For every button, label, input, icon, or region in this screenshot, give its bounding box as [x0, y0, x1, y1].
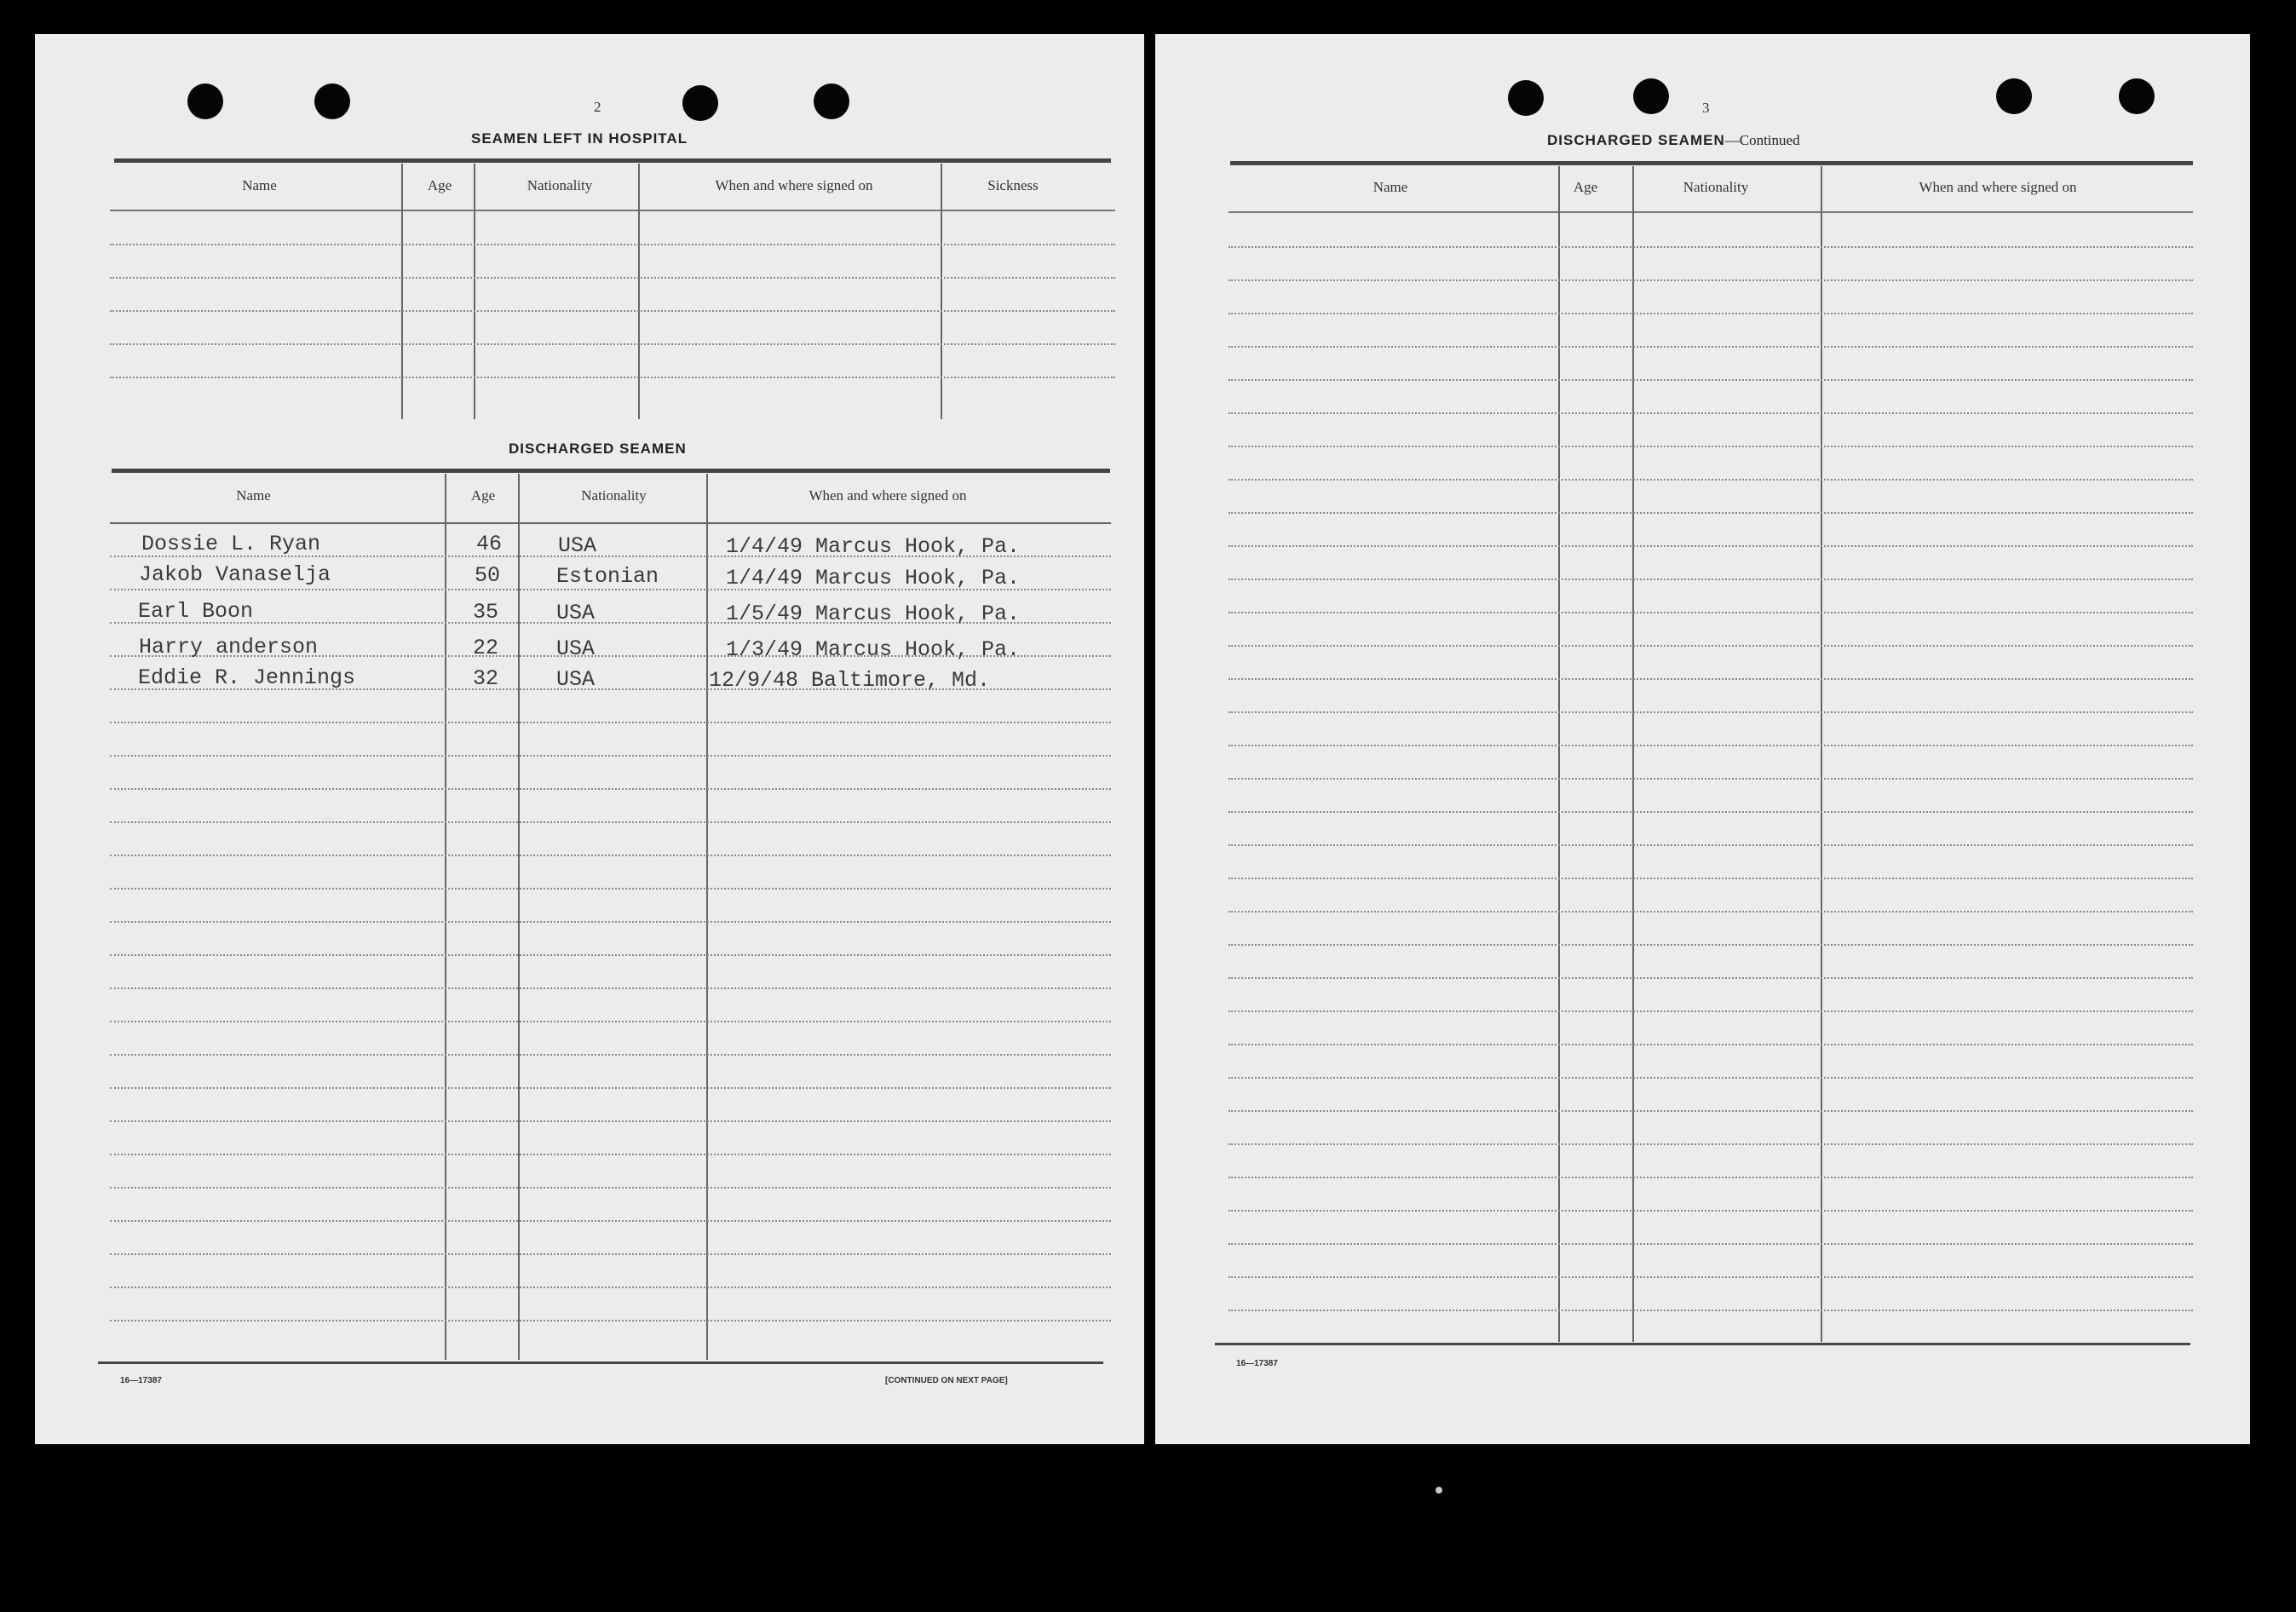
ruled-line [1229, 811, 2193, 813]
ruled-line [1229, 1310, 2193, 1311]
col-header-nationality: Nationality [581, 487, 647, 504]
col-header-age: Age [470, 487, 496, 504]
seaman-signed-on: 1/4/49 Marcus Hook, Pa. [726, 566, 1021, 590]
page-number: 3 [1702, 100, 1710, 116]
col-header-signed-on: When and where signed on [808, 487, 967, 504]
ruled-line [1229, 1243, 2193, 1245]
header-bottom-rule [110, 210, 1115, 211]
ruled-line [110, 755, 1111, 757]
seaman-nationality: USA [556, 667, 596, 692]
punch-hole [2119, 78, 2155, 114]
ruled-line [1229, 977, 2193, 979]
ruled-line [1229, 446, 2193, 447]
ruled-line [110, 1054, 1111, 1056]
column-divider [474, 164, 475, 419]
header-rule [114, 158, 1111, 163]
seaman-name: Jakob Vanaselja [139, 562, 331, 587]
seaman-age: 50 [475, 563, 501, 588]
col-header-name: Name [236, 487, 271, 504]
col-header-nationality: Nationality [527, 177, 593, 193]
ruled-line [110, 788, 1111, 790]
col-header-sickness: Sickness [987, 177, 1039, 193]
punch-hole [314, 83, 350, 119]
punch-hole [682, 85, 718, 121]
ruled-line [110, 921, 1111, 923]
ruled-line [110, 954, 1111, 956]
column-divider [1821, 166, 1822, 1342]
continued-section-title [1547, 132, 1800, 149]
column-divider [1558, 166, 1560, 1342]
scan-speck [1436, 1487, 1442, 1494]
ruled-line [110, 1087, 1111, 1089]
ruled-line [110, 1253, 1111, 1255]
col-header-name: Name [242, 177, 277, 193]
ruled-line [110, 987, 1111, 989]
seaman-signed-on: 1/3/49 Marcus Hook, Pa. [726, 637, 1021, 662]
col-header-nationality: Nationality [1683, 179, 1749, 195]
col-header-signed-on: When and where signed on [1919, 179, 2077, 195]
seaman-name: Earl Boon [138, 599, 254, 624]
seaman-signed-on: 1/4/49 Marcus Hook, Pa. [726, 534, 1021, 559]
column-divider [401, 164, 403, 419]
seaman-name: Harry anderson [139, 635, 319, 659]
ruled-line [1229, 512, 2193, 514]
ruled-line [110, 244, 1115, 245]
form-number: 16—17387 [1236, 1359, 1278, 1368]
ruled-line [110, 1287, 1111, 1288]
header-rule [1230, 161, 2193, 165]
ruled-line [110, 888, 1111, 889]
ruled-line [110, 1120, 1111, 1122]
ruled-line [110, 377, 1115, 378]
ruled-line [1229, 545, 2193, 547]
col-header-age: Age [1573, 179, 1598, 195]
ruled-line [110, 1320, 1111, 1321]
seaman-nationality: USA [556, 636, 596, 661]
column-divider [941, 164, 942, 419]
ruled-line [110, 310, 1115, 312]
ruled-line [110, 1021, 1111, 1022]
continued-note: [CONTINUED ON NEXT PAGE] [885, 1376, 1008, 1385]
header-rule [112, 469, 1110, 473]
ruled-line [1229, 612, 2193, 613]
ruled-line [1229, 1110, 2193, 1112]
ruled-line [1229, 1010, 2193, 1012]
ruled-line [1229, 878, 2193, 879]
seaman-age: 46 [476, 532, 503, 556]
column-divider [445, 474, 446, 1360]
ruled-line [1229, 579, 2193, 580]
ruled-line [1229, 379, 2193, 381]
punch-hole [187, 83, 223, 119]
seaman-age: 22 [473, 636, 499, 660]
col-header-name: Name [1372, 179, 1408, 195]
ruled-line [1229, 745, 2193, 746]
header-bottom-rule [1229, 211, 2193, 213]
ruled-line [1229, 678, 2193, 680]
column-divider [706, 474, 708, 1360]
ruled-line [1229, 844, 2193, 846]
ruled-line [1229, 944, 2193, 946]
hospital-section-title: SEAMEN LEFT IN HOSPITAL [471, 130, 688, 147]
ruled-line [110, 1154, 1111, 1155]
seaman-age: 35 [473, 600, 499, 625]
column-divider [638, 164, 640, 419]
seaman-signed-on: 1/5/49 Marcus Hook, Pa. [726, 602, 1021, 626]
seaman-age: 32 [473, 666, 499, 691]
ruled-line [1229, 346, 2193, 348]
ruled-line [110, 1220, 1111, 1222]
ruled-line [1229, 1044, 2193, 1045]
ruled-line [1229, 645, 2193, 647]
ruled-line [110, 277, 1115, 279]
punch-hole [1633, 78, 1669, 114]
section-title-main: DISCHARGED SEAMEN [1547, 132, 1725, 148]
section-title-continued: —Continued [1724, 132, 1800, 148]
footer-rule [98, 1362, 1103, 1364]
ruled-line [110, 343, 1115, 345]
seaman-nationality: USA [556, 601, 596, 625]
form-number: 16—17387 [120, 1376, 162, 1385]
column-divider [1632, 166, 1634, 1342]
seaman-name: Dossie L. Ryan [141, 532, 321, 556]
ruled-line [1229, 279, 2193, 281]
ruled-line [1229, 1177, 2193, 1178]
ruled-line [110, 1187, 1111, 1189]
ruled-line [110, 855, 1111, 856]
ruled-line [1229, 1210, 2193, 1212]
col-header-age: Age [427, 177, 452, 193]
ruled-line [1229, 479, 2193, 481]
ruled-line [1229, 313, 2193, 314]
ruled-line [1229, 1077, 2193, 1079]
discharged-section-title: DISCHARGED SEAMEN [509, 440, 687, 457]
left-page [35, 34, 1144, 1444]
right-page [1155, 34, 2250, 1444]
seaman-name: Eddie R. Jennings [138, 665, 356, 690]
ruled-line [110, 821, 1111, 823]
ruled-line [1229, 412, 2193, 414]
punch-hole [814, 83, 849, 119]
ruled-line [1229, 711, 2193, 713]
column-divider [518, 474, 520, 1360]
footer-rule [1215, 1343, 2190, 1345]
page-number: 2 [594, 99, 601, 115]
seaman-signed-on: 12/9/48 Baltimore, Md. [709, 668, 991, 693]
header-bottom-rule [110, 522, 1111, 524]
punch-hole [1996, 78, 2032, 114]
ruled-line [1229, 1276, 2193, 1278]
seaman-nationality: USA [558, 533, 597, 558]
seaman-nationality: Estonian [556, 564, 659, 589]
col-header-signed-on: When and where signed on [715, 177, 873, 193]
punch-hole [1508, 80, 1544, 116]
ruled-line [1229, 246, 2193, 248]
ruled-line [110, 722, 1111, 723]
ruled-line [1229, 1143, 2193, 1145]
ruled-line [1229, 911, 2193, 913]
ruled-line [1229, 778, 2193, 780]
